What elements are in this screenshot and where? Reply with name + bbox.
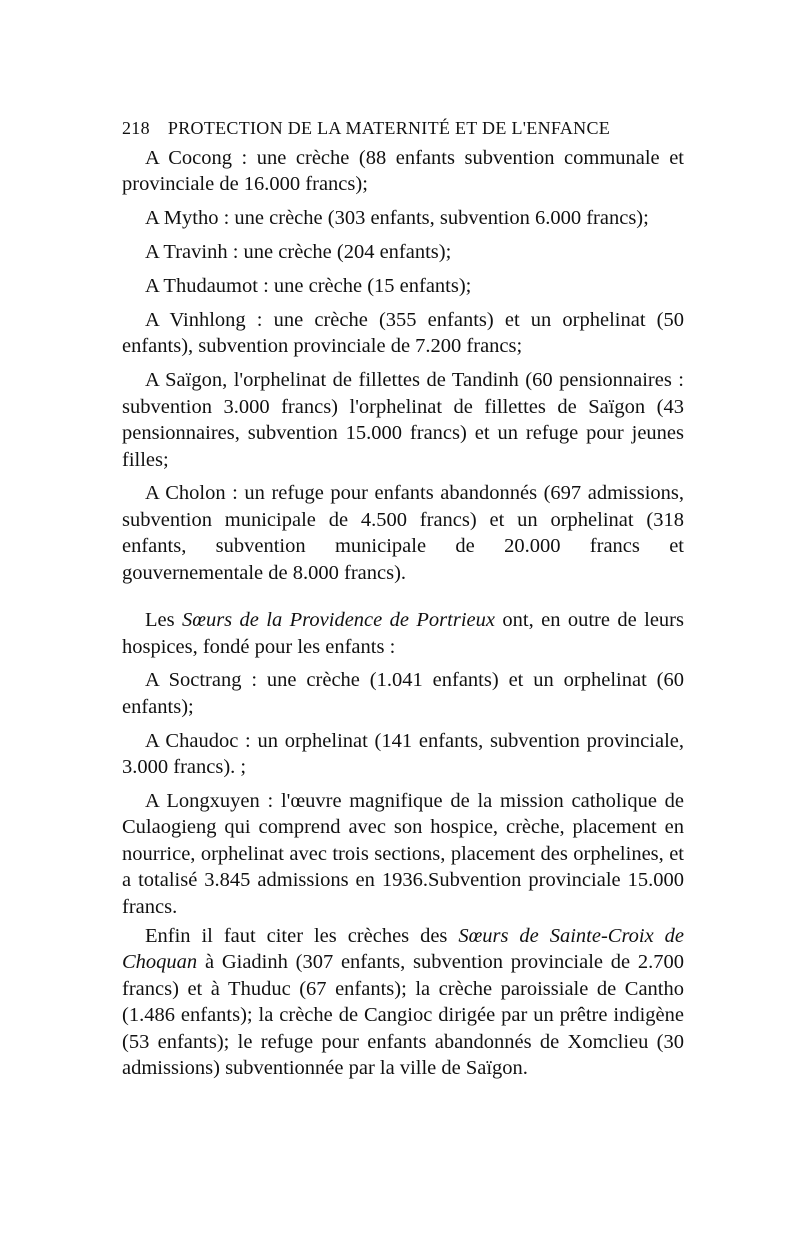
book-page — [122, 118, 684, 1089]
running-title: PROTECTION DE LA MATERNITÉ ET DE L'ENFANCE — [167, 118, 611, 138]
paragraph-saigon: A Saïgon, l'orphelinat de fillettes de Tandinh (60 pensionnaires : subvention 3.000 francs) l'orphelinat de fillettes de Saïgon (43 pensionnaires, subvention 15.000 francs) et un refuge pour jeunes filles; — [122, 369, 684, 471]
paragraph-chaudoc: A Chaudoc : un orphelinat (141 enfants, subvention provinciale, 3.000 francs). ; — [122, 729, 684, 779]
body-text — [122, 145, 684, 1082]
running-header — [122, 118, 684, 139]
paragraph-soctrang: A Soctrang : une crèche (1.041 enfants) et un orphelinat (60 enfants); — [122, 669, 684, 718]
paragraph-mytho: A Mytho : une crèche (303 enfants, subvention 6.000 francs); — [145, 207, 649, 230]
text-run: Enfin il faut citer les crèches des — [145, 925, 459, 948]
paragraph-enfin — [122, 923, 684, 1081]
paragraph-longxuyen: A Longxuyen : l'œuvre magnifique de la mission catholique de Culaogieng qui comprend avec son hospice, crèche, placement en nourrice, orphelinat avec trois sections, placement des orphelines, et a totalisé 3.845 admissions en 1936.Subvention provinciale 15.000 francs. — [122, 790, 684, 918]
paragraph-cocong: A Cocong : une crèche (88 enfants subvention communale et provinciale de 16.000 francs); — [122, 147, 684, 196]
paragraph-cholon: A Cholon : un refuge pour enfants abandonnés (697 admissions, subvention municipale de 4.500 francs) et un orphelinat (318 enfants, subvention municipale de 20.000 francs et gouvernementale de 8.000 francs). — [122, 482, 684, 584]
italic-name: Sœurs de Sainte-Croix de Choquan — [122, 925, 685, 974]
text-run: ont, en outre de leurs hospices, fondé pour les enfants : — [122, 609, 684, 658]
italic-name: Sœurs de la Providence de Portrieux — [182, 609, 495, 632]
paragraph-vinhlong: A Vinhlong : une crèche (355 enfants) et un orphelinat (50 enfants), subvention provinciale de 7.200 francs; — [122, 309, 684, 358]
text-run: à Giadinh (307 enfants, subvention provinciale de 2.700 francs) et à Thuduc (67 enfants); la crèche paroissiale de Cantho (1.486 enfants); la crèche de Cangioc dirigée par un prêtre indigène (53 enfants); le refuge pour enfants abandonnés de Xomclieu (30 admissions) subventionnée par la ville de Saïgon. — [122, 951, 684, 1080]
paragraph-soeurs-providence — [122, 607, 684, 660]
paragraph-thudaumot: A Thudaumot : une crèche (15 enfants); — [145, 275, 472, 298]
paragraph-travinh: A Travinh : une crèche (204 enfants); — [145, 241, 452, 264]
text-run: Les — [145, 609, 183, 632]
page-number: 218 — [122, 118, 150, 138]
